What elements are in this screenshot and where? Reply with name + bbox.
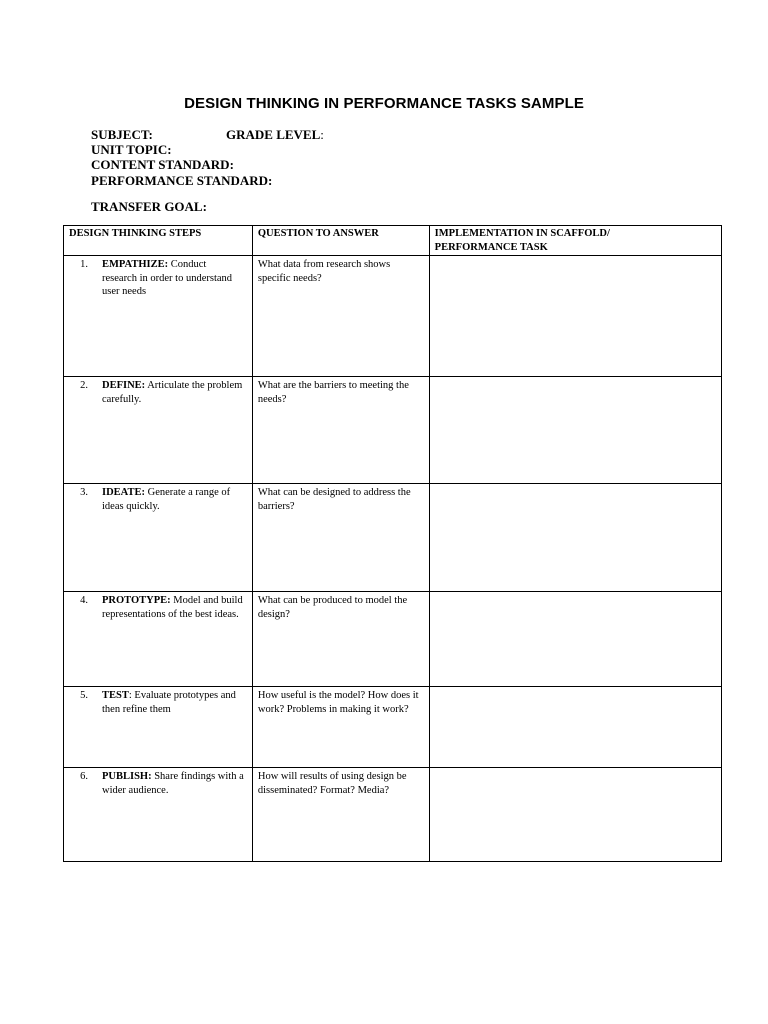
grade-level-text: GRADE LEVEL — [226, 127, 321, 142]
header-steps: DESIGN THINKING STEPS — [64, 226, 253, 256]
step-cell — [64, 256, 253, 377]
step-description: Conduct research in order to understand user needs — [102, 259, 233, 297]
step-name: PUBLISH: — [102, 771, 152, 782]
question-text: What are the barriers to meeting the needs? — [257, 380, 409, 405]
question-cell — [252, 687, 429, 768]
step-cell — [64, 687, 253, 768]
step-number: 2. — [80, 380, 88, 391]
question-text: How useful is the model? How does it work? Problems in making it work? — [257, 690, 419, 715]
table-row — [64, 687, 722, 768]
step-text — [102, 689, 252, 716]
table-row — [64, 592, 722, 687]
document-title: DESIGN THINKING IN PERFORMANCE TASKS SAMPLE — [184, 95, 584, 112]
step-number: 5. — [80, 690, 88, 701]
table-header-row — [64, 226, 722, 256]
question-text: What can be designed to address the barriers? — [257, 487, 411, 512]
step-text — [102, 379, 252, 406]
step-text — [102, 486, 252, 513]
step-number: 1. — [80, 259, 88, 270]
step-number: 6. — [80, 771, 88, 782]
implementation-cell[interactable] — [429, 592, 721, 687]
step-description: : Evaluate prototypes and then refine them — [102, 690, 236, 715]
step-name: PROTOTYPE: — [102, 595, 171, 606]
table-row — [64, 377, 722, 484]
unit-topic-label: UNIT TOPIC: — [91, 142, 172, 157]
question-cell — [252, 592, 429, 687]
question-cell — [252, 484, 429, 592]
question-text: How will results of using design be disseminated? Format? Media? — [257, 771, 407, 796]
question-text: What data from research shows specific needs? — [257, 259, 391, 284]
implementation-cell[interactable] — [429, 484, 721, 592]
grade-level-label — [226, 127, 324, 142]
performance-standard-label: PERFORMANCE STANDARD: — [91, 173, 273, 188]
table-row — [64, 256, 722, 377]
step-name: DEFINE: — [102, 380, 146, 391]
step-description: Model and build representations of the best ideas. — [102, 595, 243, 620]
implementation-cell[interactable] — [429, 687, 721, 768]
content-standard-label: CONTENT STANDARD: — [91, 157, 234, 172]
question-cell — [252, 377, 429, 484]
grade-level-separator: : — [320, 127, 324, 142]
step-name: TEST — [102, 690, 129, 701]
question-cell — [252, 768, 429, 862]
table-row — [64, 484, 722, 592]
table-row — [64, 768, 722, 862]
question-cell — [252, 256, 429, 377]
step-description: Generate a range of ideas quickly. — [102, 487, 231, 512]
step-number: 3. — [80, 487, 88, 498]
header-implementation-line1: IMPLEMENTATION IN SCAFFOLD/ — [434, 228, 610, 239]
step-cell — [64, 377, 253, 484]
step-cell — [64, 592, 253, 687]
step-text — [102, 594, 252, 621]
step-number: 4. — [80, 595, 88, 606]
design-thinking-table — [63, 225, 722, 862]
step-description: Share findings with a wider audience. — [102, 771, 244, 796]
step-description: Articulate the problem carefully. — [102, 380, 243, 405]
header-implementation-line2: PERFORMANCE TASK — [434, 241, 548, 253]
step-text — [102, 770, 252, 797]
step-cell — [64, 484, 253, 592]
transfer-goal-label: TRANSFER GOAL: — [91, 199, 207, 214]
step-text — [102, 258, 252, 299]
implementation-cell[interactable] — [429, 256, 721, 377]
step-name: EMPATHIZE: — [102, 259, 169, 270]
step-cell — [64, 768, 253, 862]
step-name: IDEATE: — [102, 487, 145, 498]
question-text: What can be produced to model the design? — [257, 595, 408, 620]
subject-label: SUBJECT: — [91, 127, 153, 142]
implementation-cell[interactable] — [429, 768, 721, 862]
implementation-cell[interactable] — [429, 377, 721, 484]
header-implementation — [429, 226, 721, 256]
header-question: QUESTION TO ANSWER — [252, 226, 429, 256]
